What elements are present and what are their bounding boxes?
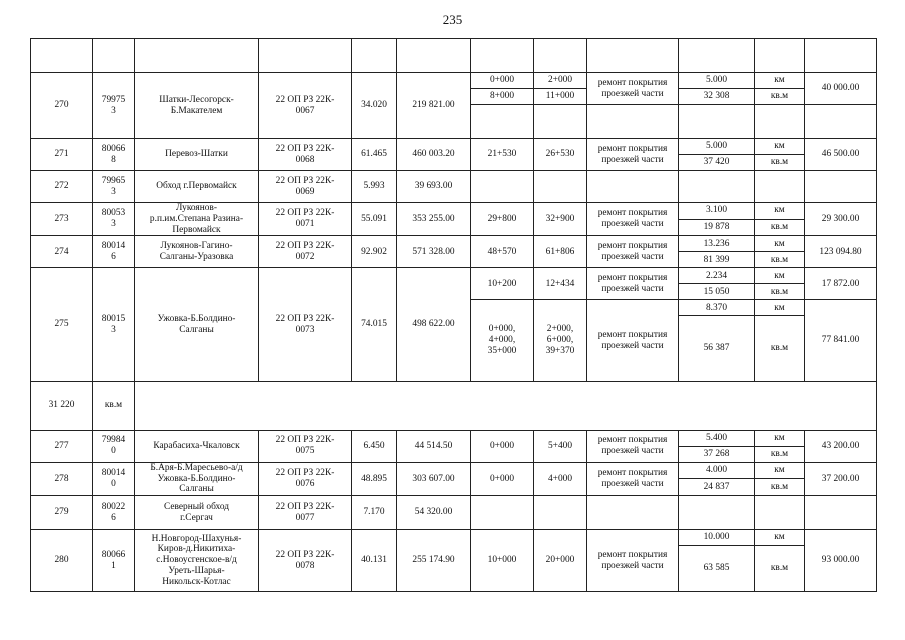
work-type: ремонт покрытия проезжей части xyxy=(587,530,679,592)
empty-cell xyxy=(679,105,755,139)
header-cell xyxy=(805,39,877,73)
table-row xyxy=(31,430,877,446)
road-name: Шатки-Лесогорск- Б.Макателем xyxy=(135,73,259,139)
work-type: ремонт покрытия проезжей части xyxy=(587,268,679,300)
row-number: 278 xyxy=(31,462,93,495)
measure-value: 5.000 xyxy=(679,139,755,155)
header-cell xyxy=(352,39,397,73)
table-row xyxy=(31,236,877,252)
road-id: 22 ОП РЗ 22К- 0075 xyxy=(259,430,352,462)
empty-cell xyxy=(587,496,679,530)
header-cell xyxy=(135,39,259,73)
unit-cell: км xyxy=(755,236,805,252)
road-name: Карабасиха-Чкаловск xyxy=(135,430,259,462)
range-start: 8+000 xyxy=(471,89,534,105)
unit-cell: км xyxy=(755,73,805,89)
measure-value: 81 399 xyxy=(679,252,755,268)
road-id: 22 ОП РЗ 22К- 0078 xyxy=(259,530,352,592)
range-end: 5+400 xyxy=(534,430,587,462)
empty-cell xyxy=(755,105,805,139)
unit-cell: кв.м xyxy=(93,381,135,430)
road-length: 7.170 xyxy=(352,496,397,530)
road-cost: 460 003.20 xyxy=(397,139,471,171)
range-end: 32+900 xyxy=(534,203,587,236)
row-number: 279 xyxy=(31,496,93,530)
measure-value: 32 308 xyxy=(679,89,755,105)
road-cost: 303 607.00 xyxy=(397,462,471,495)
range-end: 4+000 xyxy=(534,462,587,495)
measure-value: 37 268 xyxy=(679,446,755,462)
row-number: 270 xyxy=(31,73,93,139)
road-cost: 219 821.00 xyxy=(397,73,471,139)
header-cell xyxy=(259,39,352,73)
range-start: 0+000 xyxy=(471,430,534,462)
road-cost: 498 622.00 xyxy=(397,268,471,381)
road-cost: 571 328.00 xyxy=(397,236,471,268)
road-id: 22 ОП РЗ 22К- 0071 xyxy=(259,203,352,236)
empty-cell xyxy=(471,496,534,530)
road-length: 40.131 xyxy=(352,530,397,592)
range-start: 10+000 xyxy=(471,530,534,592)
road-code: 80015 3 xyxy=(93,268,135,381)
table-row xyxy=(31,496,877,530)
table-row xyxy=(31,39,877,73)
road-cost: 39 693.00 xyxy=(397,171,471,203)
total-amount: 40 000.00 xyxy=(805,73,877,105)
row-number: 272 xyxy=(31,171,93,203)
header-cell xyxy=(679,39,755,73)
work-type: ремонт покрытия проезжей части xyxy=(587,300,679,381)
table-row xyxy=(31,268,877,284)
empty-cell xyxy=(534,496,587,530)
road-name: Лукоянов- р.п.им.Степана Разина- Первомайск xyxy=(135,203,259,236)
road-code: 79975 3 xyxy=(93,73,135,139)
measure-value: 5.400 xyxy=(679,430,755,446)
range-end: 61+806 xyxy=(534,236,587,268)
road-length: 48.895 xyxy=(352,462,397,495)
empty-cell xyxy=(534,105,587,139)
unit-cell: кв.м xyxy=(755,89,805,105)
road-id: 22 ОП РЗ 22К- 0069 xyxy=(259,171,352,203)
range-start: 10+200 xyxy=(471,268,534,300)
work-type: ремонт покрытия проезжей части xyxy=(587,139,679,171)
road-name: Перевоз-Шатки xyxy=(135,139,259,171)
road-repair-table xyxy=(30,38,877,592)
total-amount: 29 300.00 xyxy=(805,203,877,236)
road-id: 22 ОП РЗ 22К- 0073 xyxy=(259,268,352,381)
range-end: 2+000, 6+000, 39+370 xyxy=(534,300,587,381)
road-length: 55.091 xyxy=(352,203,397,236)
road-cost: 255 174.90 xyxy=(397,530,471,592)
unit-cell: кв.м xyxy=(755,155,805,171)
work-type: ремонт покрытия проезжей части xyxy=(587,236,679,268)
empty-cell xyxy=(679,496,755,530)
header-cell xyxy=(587,39,679,73)
measure-value: 19 878 xyxy=(679,219,755,236)
table-row xyxy=(31,381,877,430)
unit-cell: км xyxy=(755,268,805,284)
road-id: 22 ОП РЗ 22К- 0076 xyxy=(259,462,352,495)
work-type: ремонт покрытия проезжей части xyxy=(587,430,679,462)
row-number: 273 xyxy=(31,203,93,236)
table-row xyxy=(31,139,877,155)
header-cell xyxy=(534,39,587,73)
empty-cell xyxy=(534,171,587,203)
total-amount: 37 200.00 xyxy=(805,462,877,495)
unit-cell: кв.м xyxy=(755,446,805,462)
road-length: 92.902 xyxy=(352,236,397,268)
range-start: 0+000 xyxy=(471,73,534,89)
page-number: 235 xyxy=(442,12,463,27)
row-number: 274 xyxy=(31,236,93,268)
empty-cell xyxy=(755,496,805,530)
road-name: Обход г.Первомайск xyxy=(135,171,259,203)
road-code: 79965 3 xyxy=(93,171,135,203)
empty-cell xyxy=(471,171,534,203)
unit-cell: км xyxy=(755,203,805,220)
measure-value: 15 050 xyxy=(679,284,755,300)
empty-cell xyxy=(805,171,877,203)
road-id: 22 ОП РЗ 22К- 0068 xyxy=(259,139,352,171)
road-length: 74.015 xyxy=(352,268,397,381)
road-name: Н.Новгород-Шахунья- Киров-д.Никитиха- с.Новоусгенское-в/д Уреть-Шарья- Никольск-Котлас xyxy=(135,530,259,592)
measure-value: 4.000 xyxy=(679,462,755,479)
total-amount: 93 000.00 xyxy=(805,530,877,592)
empty-cell xyxy=(587,105,679,139)
road-code: 80014 0 xyxy=(93,462,135,495)
road-name: Северный обход г.Сергач xyxy=(135,496,259,530)
road-id: 22 ОП РЗ 22К- 0077 xyxy=(259,496,352,530)
road-id: 22 ОП РЗ 22К- 0072 xyxy=(259,236,352,268)
row-number: 280 xyxy=(31,530,93,592)
header-cell xyxy=(31,39,93,73)
unit-cell: кв.м xyxy=(755,546,805,592)
unit-cell: км xyxy=(755,530,805,546)
road-code: 80066 1 xyxy=(93,530,135,592)
road-length: 61.465 xyxy=(352,139,397,171)
unit-cell: км xyxy=(755,300,805,316)
total-amount: 123 094.80 xyxy=(805,236,877,268)
empty-cell xyxy=(805,105,877,139)
work-type: ремонт покрытия проезжей части xyxy=(587,203,679,236)
table-row xyxy=(31,530,877,546)
road-name: Ужовка-Б.Болдино- Салганы xyxy=(135,268,259,381)
road-length: 6.450 xyxy=(352,430,397,462)
range-end: 11+000 xyxy=(534,89,587,105)
empty-cell xyxy=(679,171,755,203)
range-start: 48+570 xyxy=(471,236,534,268)
table-row xyxy=(31,462,877,479)
header-cell xyxy=(93,39,135,73)
work-type: ремонт покрытия проезжей части xyxy=(587,462,679,495)
empty-cell xyxy=(587,171,679,203)
unit-cell: км xyxy=(755,462,805,479)
road-id: 22 ОП РЗ 22К- 0067 xyxy=(259,73,352,139)
measure-value: 10.000 xyxy=(679,530,755,546)
total-amount: 43 200.00 xyxy=(805,430,877,462)
table-row xyxy=(31,203,877,220)
unit-cell: кв.м xyxy=(755,316,805,381)
measure-value: 13.236 xyxy=(679,236,755,252)
measure-value: 8.370 xyxy=(679,300,755,316)
range-end: 26+530 xyxy=(534,139,587,171)
road-code: 80014 6 xyxy=(93,236,135,268)
road-name: Лукоянов-Гагино- Салганы-Уразовка xyxy=(135,236,259,268)
road-code: 80066 8 xyxy=(93,139,135,171)
range-start: 0+000 xyxy=(471,462,534,495)
unit-cell: кв.м xyxy=(755,252,805,268)
empty-cell xyxy=(755,171,805,203)
empty-cell xyxy=(471,105,534,139)
measure-value: 31 220 xyxy=(31,381,93,430)
road-name: Б.Аря-Б.Маресьево-а/д Ужовка-Б.Болдино- Салганы xyxy=(135,462,259,495)
header-cell xyxy=(397,39,471,73)
range-start: 29+800 xyxy=(471,203,534,236)
table-row xyxy=(31,171,877,203)
empty-cell xyxy=(805,496,877,530)
road-code: 79984 0 xyxy=(93,430,135,462)
road-cost: 353 255.00 xyxy=(397,203,471,236)
total-amount: 77 841.00 xyxy=(805,300,877,381)
measure-value: 5.000 xyxy=(679,73,755,89)
road-length: 5.993 xyxy=(352,171,397,203)
total-amount: 17 872.00 xyxy=(805,268,877,300)
measure-value: 56 387 xyxy=(679,316,755,381)
unit-cell: кв.м xyxy=(755,284,805,300)
measure-value: 63 585 xyxy=(679,546,755,592)
range-end: 20+000 xyxy=(534,530,587,592)
unit-cell: км xyxy=(755,139,805,155)
road-code: 80053 3 xyxy=(93,203,135,236)
measure-value: 37 420 xyxy=(679,155,755,171)
unit-cell: кв.м xyxy=(755,479,805,496)
measure-value: 24 837 xyxy=(679,479,755,496)
range-end: 2+000 xyxy=(534,73,587,89)
road-cost: 44 514.50 xyxy=(397,430,471,462)
header-cell xyxy=(471,39,534,73)
range-start: 21+530 xyxy=(471,139,534,171)
measure-value: 3.100 xyxy=(679,203,755,220)
work-type: ремонт покрытия проезжей части xyxy=(587,73,679,105)
range-end: 12+434 xyxy=(534,268,587,300)
row-number: 277 xyxy=(31,430,93,462)
road-code: 80022 6 xyxy=(93,496,135,530)
unit-cell: кв.м xyxy=(755,219,805,236)
table-row xyxy=(31,73,877,89)
range-start: 0+000, 4+000, 35+000 xyxy=(471,300,534,381)
row-number: 271 xyxy=(31,139,93,171)
measure-value: 2.234 xyxy=(679,268,755,284)
header-cell xyxy=(755,39,805,73)
unit-cell: км xyxy=(755,430,805,446)
total-amount: 46 500.00 xyxy=(805,139,877,171)
row-number: 275 xyxy=(31,268,93,381)
road-length: 34.020 xyxy=(352,73,397,139)
road-cost: 54 320.00 xyxy=(397,496,471,530)
